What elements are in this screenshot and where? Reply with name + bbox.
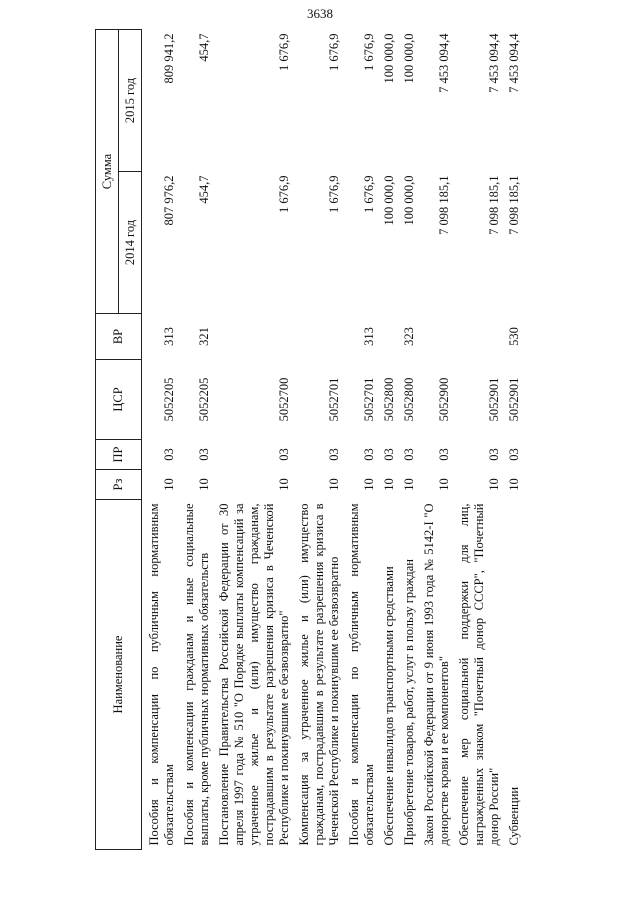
row-pr: 03 [162, 448, 176, 461]
row-sum-2015: 1 676,9 [277, 33, 291, 71]
row-pr: 03 [382, 448, 396, 461]
row-sum-2014: 807 976,2 [162, 175, 176, 226]
header-vr: ВР [96, 314, 142, 360]
row-vr [417, 314, 452, 360]
row-name: Постановление Правительства Российской Федерации от 30 апреля 1997 года № 510 "О Порядке выплаты компенсаций за утраченное жилье и (или) имущество гражданам, пострадавшим в результате разрешения кризиса в Чеченской Республике и покинувшим ее безвозвратно" [217, 503, 291, 846]
table-row [177, 30, 212, 850]
row-sum-2014: 7 098 185,1 [437, 175, 451, 235]
row-rz: 10 [437, 478, 451, 491]
row-csr: 5052901 [507, 377, 521, 422]
table-row [292, 30, 342, 850]
row-sum-2015: 7 453 094,4 [507, 33, 521, 93]
row-name: Пособия и компенсации по публичным нормативным обязательствам [347, 503, 376, 846]
row-sum-2014: 454,7 [197, 175, 211, 204]
row-rz: 10 [197, 478, 211, 491]
row-csr: 5052800 [402, 377, 416, 422]
row-sum-2015: 7 453 094,4 [487, 33, 501, 93]
row-rz: 10 [402, 478, 416, 491]
row-pr: 03 [362, 448, 376, 461]
row-sum-2015: 454,7 [197, 33, 211, 62]
row-pr: 03 [327, 448, 341, 461]
row-sum-2015: 7 453 094,4 [437, 33, 451, 93]
row-rz: 10 [487, 478, 501, 491]
row-vr [452, 314, 502, 360]
row-rz: 10 [382, 478, 396, 491]
header-2015: 2015 год [119, 30, 142, 172]
row-vr: 323 [402, 327, 416, 346]
row-sum-2015: 100 000,0 [402, 33, 416, 84]
row-name: Обеспечение мер социальной поддержки для лиц, награжденных знаком "Почетный донор СССР", "Почетный донор России" [457, 503, 501, 846]
row-csr: 5052800 [382, 377, 396, 422]
row-sum-2014: 7 098 185,1 [487, 175, 501, 235]
table-row [417, 30, 452, 850]
row-csr: 5052701 [362, 377, 376, 422]
row-sum-2014: 1 676,9 [362, 175, 376, 213]
row-rz: 10 [162, 478, 176, 491]
row-sum-2015: 809 941,2 [162, 33, 176, 84]
row-pr: 03 [277, 448, 291, 461]
row-rz: 10 [327, 478, 341, 491]
row-name: Приобретение товаров, работ, услуг в пользу граждан [402, 559, 416, 846]
row-pr: 03 [197, 448, 211, 461]
row-csr: 5052901 [487, 377, 501, 422]
budget-table [95, 29, 522, 850]
table-row [212, 30, 292, 850]
header-2014: 2014 год [119, 172, 142, 314]
table-row [377, 30, 397, 850]
row-vr [377, 314, 397, 360]
header-rz: Рз [96, 470, 142, 500]
table-row [502, 30, 522, 850]
row-sum-2014: 1 676,9 [327, 175, 341, 213]
table-row [452, 30, 502, 850]
table-row [142, 30, 178, 850]
row-name: Закон Российской Федерации от 9 июня 1993 года № 5142-I "О донорстве крови и ее компонентов" [422, 503, 451, 846]
row-rz: 10 [507, 478, 521, 491]
table-row [397, 30, 417, 850]
row-sum-2014: 100 000,0 [402, 175, 416, 226]
row-vr [292, 314, 342, 360]
header-pr: ПР [96, 440, 142, 470]
row-pr: 03 [437, 448, 451, 461]
rotated-table-container [95, 30, 605, 850]
row-csr: 5052900 [437, 377, 451, 422]
row-csr: 5052700 [277, 377, 291, 422]
row-sum-2015: 1 676,9 [362, 33, 376, 71]
row-name: Компенсация за утраченное жилье и (или) имущество гражданам, пострадавшим в результате разрешения кризиса в Чеченской Республике и покинувшим ее безвозвратно [297, 503, 341, 846]
row-name: Пособия и компенсации по публичным нормативным обязательствам [147, 503, 176, 846]
row-csr: 5052701 [327, 377, 341, 422]
row-csr: 5052205 [197, 377, 211, 422]
header-csr: ЦСР [96, 360, 142, 440]
row-name: Пособия и компенсации гражданам и иные социальные выплаты, кроме публичных нормативных обязательств [182, 503, 211, 846]
row-sum-2014: 100 000,0 [382, 175, 396, 226]
page-number: 3638 [307, 6, 333, 21]
row-pr: 03 [487, 448, 501, 461]
row-rz: 10 [362, 478, 376, 491]
row-vr: 313 [362, 327, 376, 346]
row-vr: 321 [197, 327, 211, 346]
row-sum-2014: 7 098 185,1 [507, 175, 521, 235]
row-name: Обеспечение инвалидов транспортными средствами [382, 566, 396, 846]
row-sum-2015: 1 676,9 [327, 33, 341, 71]
row-name: Субвенции [507, 786, 521, 846]
row-vr [212, 314, 292, 360]
row-pr: 03 [507, 448, 521, 461]
header-name: Наименование [96, 500, 142, 850]
row-sum-2014: 1 676,9 [277, 175, 291, 213]
row-csr: 5052205 [162, 377, 176, 422]
row-sum-2015: 100 000,0 [382, 33, 396, 84]
row-pr: 03 [402, 448, 416, 461]
row-rz: 10 [277, 478, 291, 491]
row-vr: 530 [507, 327, 521, 346]
table-row [342, 30, 377, 850]
header-sum: Сумма [96, 30, 119, 314]
row-vr: 313 [162, 327, 176, 346]
